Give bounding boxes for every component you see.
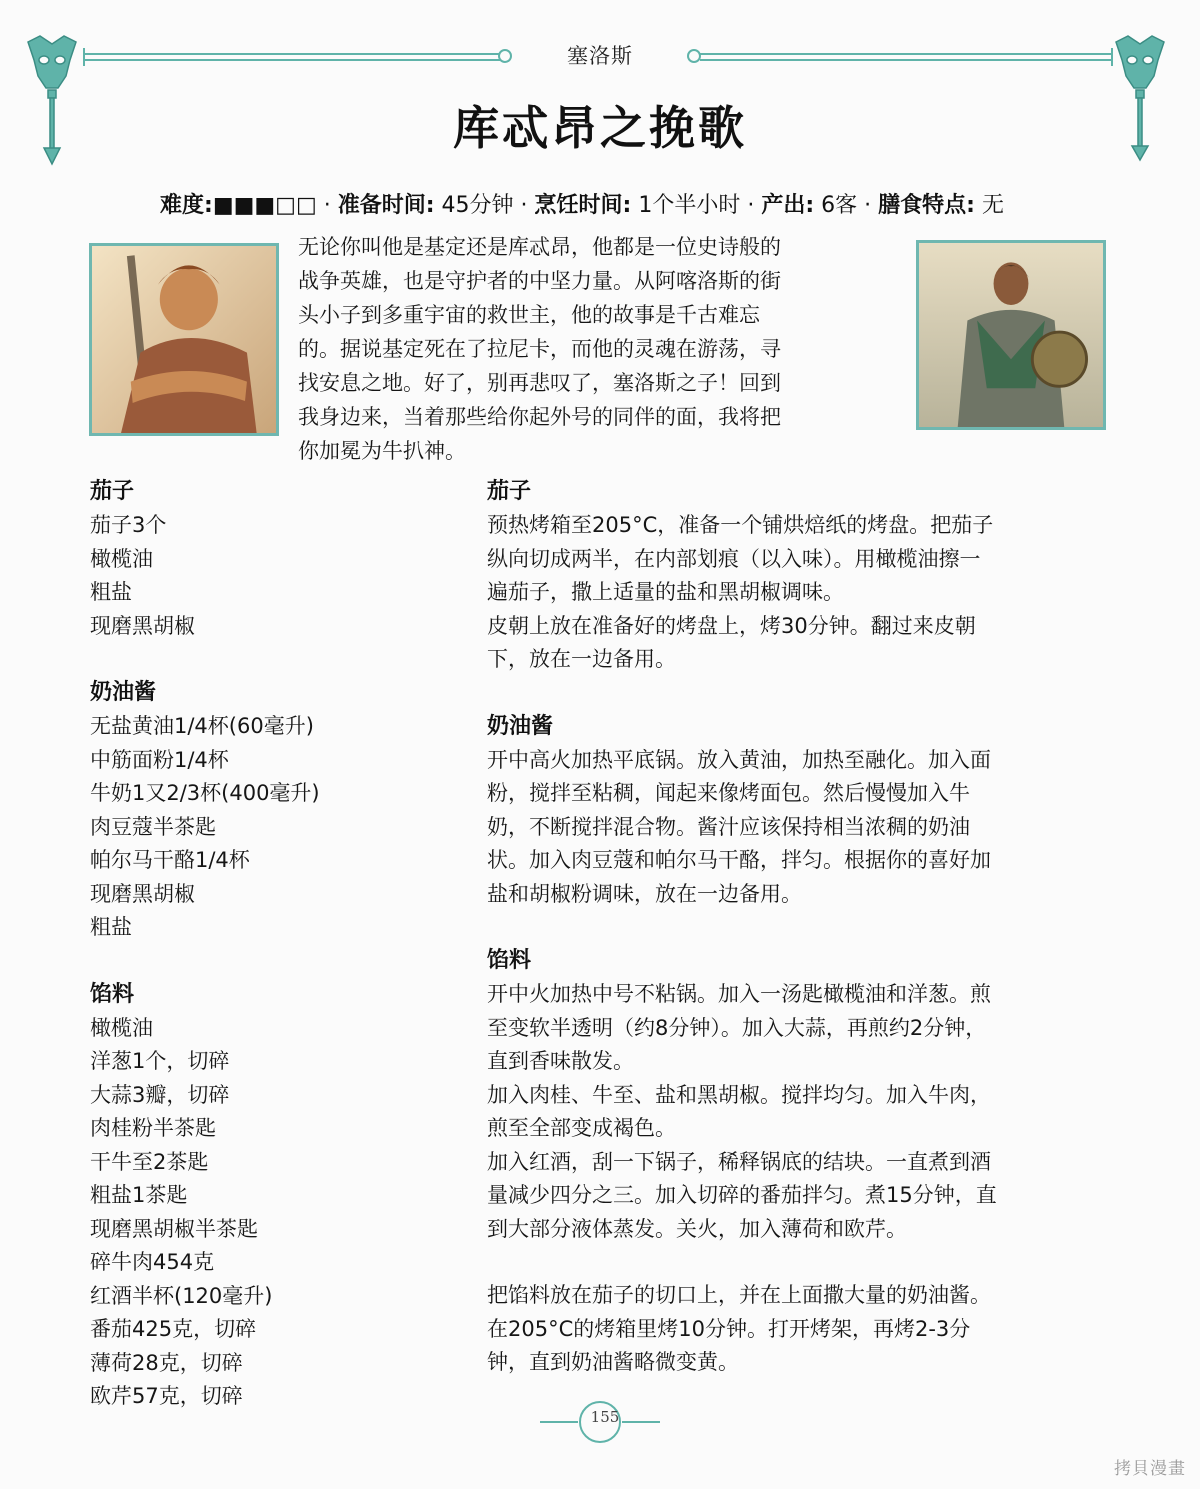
ingredient-item: 橄榄油 (90, 546, 153, 571)
ingredient-item: 粗盐 (90, 915, 132, 939)
recipe-intro (298, 230, 898, 468)
instruction-line: 开中高火加热平底锅。放入黄油，加热至融化。加入面 (487, 747, 991, 772)
ingredients-column (90, 475, 450, 1414)
instruction-line: 皮朝上放在准备好的烤盘上，烤30分钟。翻过来皮朝 (487, 613, 976, 638)
yield-label: 产出: (761, 193, 815, 218)
ingredient-item: 无盐黄油1/4杯(60毫升) (90, 714, 314, 738)
instruction-line: 纵向切成两半，在内部划痕（以入味）。用橄榄油擦一 (487, 546, 981, 571)
prep-label: 准备时间: (337, 193, 435, 218)
instruction-line: 奶，不断搅拌混合物。酱汁应该保持相当浓稠的奶油 (487, 814, 970, 839)
intro-line: 战争英雄，也是守护者的中坚力量。从阿喀洛斯的街 (298, 269, 781, 293)
instruction-line: 遍茄子，撒上适量的盐和黑胡椒调味。 (487, 580, 844, 604)
intro-line: 找安息之地。好了，别再悲叹了，塞洛斯之子！回到 (298, 371, 781, 395)
watermark: 拷貝漫畫 (1114, 1459, 1186, 1479)
instruction-line: 直到香味散发。 (487, 1049, 634, 1073)
ingredient-item: 茄子3个 (90, 513, 167, 537)
ingredient-item: 现磨黑胡椒 (90, 613, 195, 638)
instruction-line: 煎至全部变成褐色。 (487, 1116, 676, 1140)
right-mask-icon (1116, 36, 1164, 160)
diet-value: 无 (981, 193, 1004, 218)
cook-value: 1个半小时 (638, 193, 741, 218)
intro-line: 头小子到多重宇宙的救世主，他的故事是千古难忘 (298, 303, 760, 327)
ingredient-item: 肉豆蔻半茶匙 (90, 814, 216, 839)
section-label: 塞洛斯 (567, 44, 633, 68)
instruction-line: 至变软半透明（约8分钟）。加入大蒜，再煎约2分钟， (487, 1015, 987, 1040)
ingredient-item: 橄榄油 (90, 1015, 153, 1040)
armored-hero-portrait (916, 240, 1106, 430)
instruction-line: 钟，直到奶油酱略微变黄。 (487, 1350, 739, 1374)
ingredient-item: 帕尔马干酪1/4杯 (90, 848, 250, 872)
instruction-line: 开中火加热中号不粘锅。加入一汤匙橄榄油和洋葱。煎 (487, 982, 991, 1006)
instruction-line: 粉，搅拌至粘稠，闻起来像烤面包。然后慢慢加入牛 (487, 781, 970, 805)
instruction-line: 下，放在一边备用。 (487, 647, 676, 671)
instructions-column (487, 475, 1102, 1380)
ingredient-item: 番茄425克，切碎 (90, 1317, 257, 1341)
difficulty-label: 难度: (160, 193, 213, 218)
intro-line: 的。据说基定死在了拉尼卡，而他的灵魂在游荡，寻 (298, 337, 781, 361)
instruction-line: 加入红酒，刮一下锅子，稀释锅底的结块。一直煮到酒 (487, 1149, 991, 1174)
ingredient-item: 干牛至2茶匙 (90, 1149, 209, 1174)
instruction-line: 状。加入肉豆蔻和帕尔马干酪，拌匀。根据你的喜好加 (487, 848, 991, 872)
instruction-line: 盐和胡椒粉调味，放在一边备用。 (487, 881, 802, 906)
instruction-heading: 馅料 (487, 948, 532, 973)
ingredient-item: 大蒜3瓣，切碎 (90, 1082, 230, 1107)
instruction-line: 加入肉桂、牛至、盐和黑胡椒。搅拌均匀。加入牛肉， (487, 1082, 991, 1107)
left-mask-icon (28, 36, 76, 164)
ingredient-item: 牛奶1又2/3杯(400毫升) (90, 781, 320, 805)
ingredient-item: 粗盐1茶匙 (90, 1183, 188, 1207)
instruction-line: 在205°C的烤箱里烤10分钟。打开烤架，再烤2-3分 (487, 1316, 971, 1341)
young-hero-portrait (89, 243, 279, 436)
diet-label: 膳食特点: (878, 193, 975, 218)
instruction-heading: 茄子 (487, 479, 532, 504)
ingredient-item: 碎牛肉454克 (90, 1250, 215, 1274)
recipe-title: 库忒昂之挽歌 (453, 101, 747, 155)
instruction-line: 把馅料放在茄子的切口上，并在上面撒大量的奶油酱。 (487, 1283, 991, 1307)
prep-value: 45分钟 (441, 193, 514, 218)
ingredient-item: 欧芹57克，切碎 (90, 1384, 243, 1408)
ingredient-item: 洋葱1个，切碎 (90, 1049, 230, 1073)
intro-line: 无论你叫他是基定还是库忒昂，他都是一位史诗般的 (298, 235, 781, 259)
intro-line: 我身边来，当着那些给你起外号的同伴的面，我将把 (298, 405, 781, 429)
ingredient-heading: 奶油酱 (90, 680, 157, 705)
ingredient-item: 粗盐 (90, 580, 132, 604)
ingredient-heading: 馅料 (90, 981, 135, 1007)
intro-line: 你加冕为牛扒神。 (298, 439, 466, 463)
page-number: 155 (590, 1408, 620, 1426)
ingredient-item: 肉桂粉半茶匙 (90, 1116, 216, 1140)
ingredient-item: 薄荷28克，切碎 (90, 1350, 243, 1375)
ingredient-item: 红酒半杯(120毫升) (90, 1283, 273, 1308)
ingredient-item: 现磨黑胡椒 (90, 881, 195, 906)
ingredient-item: 中筋面粉1/4杯 (90, 747, 229, 772)
ingredient-item: 现磨黑胡椒半茶匙 (90, 1216, 258, 1241)
yield-value: 6客 (821, 193, 858, 218)
instruction-line: 量减少四分之三。加入切碎的番茄拌匀。煮15分钟，直 (487, 1183, 997, 1207)
difficulty-value: ■■■□□ (212, 193, 317, 218)
recipe-meta: 难度:■■■□□ · 准备时间: 45分钟 · 烹饪时间: 1个半小时 · 产出: 6客 · 膳食特点: 无 (160, 193, 1004, 218)
instruction-heading: 奶油酱 (487, 713, 554, 739)
instruction-line: 到大部分液体蒸发。关火，加入薄荷和欧芹。 (487, 1216, 907, 1241)
instruction-line: 预热烤箱至205°C，准备一个铺烘焙纸的烤盘。把茄子 (487, 513, 994, 537)
cook-label: 烹饪时间: (534, 193, 632, 218)
ingredient-heading: 茄子 (90, 479, 135, 504)
